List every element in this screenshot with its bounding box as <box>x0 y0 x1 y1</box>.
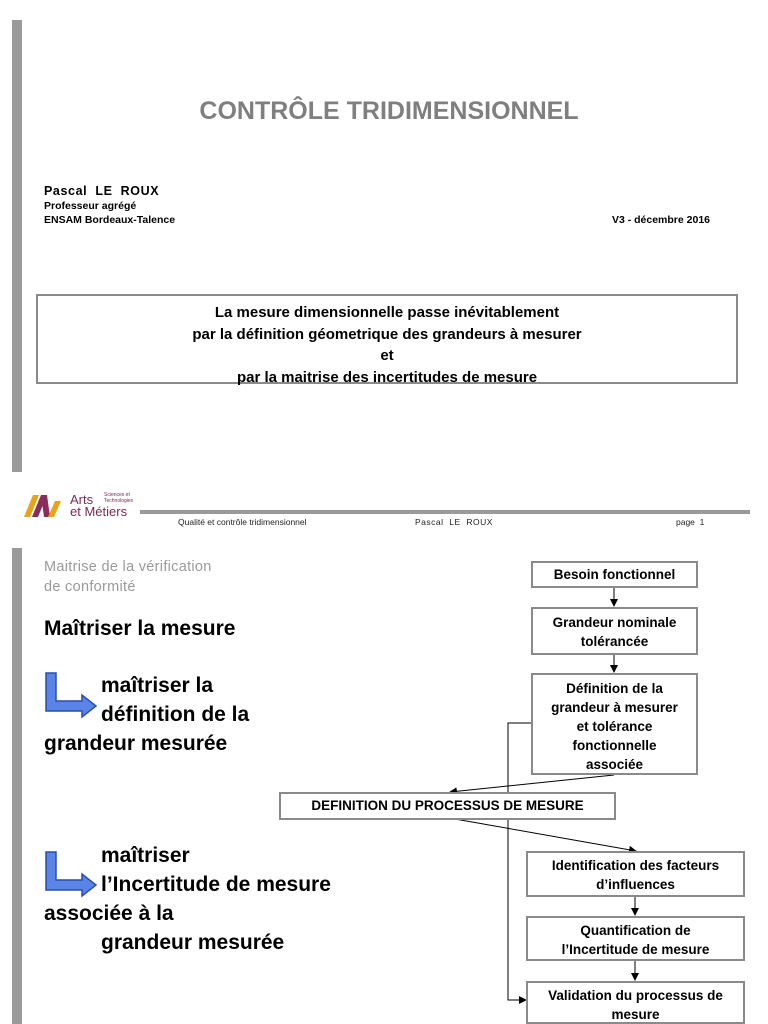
box-label: grandeur à mesurer <box>551 700 678 715</box>
box-label: Identification des facteurs <box>551 858 720 873</box>
box-label: fonctionnelle <box>572 738 657 753</box>
section-title-line: Maitrise de la vérification <box>44 559 212 575</box>
point1-line2: définition de la <box>101 703 250 726</box>
footer-page-number: page 1 <box>676 517 705 527</box>
author-school: ENSAM Bordeaux-Talence <box>44 214 176 226</box>
logo-text-small-2: Technologies <box>104 498 134 504</box>
slide2-heading: Maîtriser la mesure <box>44 617 236 640</box>
point2-line4: grandeur mesurée <box>101 931 285 954</box>
section-title-line: de conformité <box>44 579 136 595</box>
box-label: et tolérance <box>576 719 653 734</box>
statement-line: La mesure dimensionnelle passe inévitablement <box>214 304 560 321</box>
statement-line: par la maitrise des incertitudes de mesure <box>236 368 538 386</box>
point2-line2: l’Incertitude de mesure <box>101 873 331 896</box>
box-definition-grandeur <box>531 673 698 775</box>
box-identification-facteurs <box>526 851 745 897</box>
author-name: Pascal LE ROUX <box>44 184 160 198</box>
logo-text-small-1: Sciences et <box>104 492 130 498</box>
author-title: Professeur agrégé <box>44 200 137 212</box>
box-processus-de-mesure <box>279 792 616 820</box>
logo-text-arts: Arts <box>70 492 94 507</box>
slide-title: CONTRÔLE TRIDIMENSIONNEL <box>199 97 579 125</box>
box-label: Validation du processus de <box>548 988 723 1003</box>
box-label: tolérancée <box>580 634 649 649</box>
box-label: Quantification de <box>580 923 691 938</box>
box-label: associée <box>585 757 644 772</box>
box-validation-processus <box>526 981 745 1024</box>
box-label: l’Incertitude de mesure <box>561 942 710 957</box>
logo-text-metiers: et Métiers <box>70 504 128 519</box>
box-label: d’influences <box>596 877 675 892</box>
box-label: Grandeur nominale <box>552 615 677 630</box>
box-label: DEFINITION DU PROCESSUS DE MESURE <box>311 798 584 813</box>
point1-line1: maîtriser la <box>101 674 214 697</box>
point2-line1: maîtriser <box>101 844 190 867</box>
box-label: Besoin fonctionnel <box>553 567 676 582</box>
box-grandeur-nominale <box>531 607 698 655</box>
footer-course: Qualité et contrôle tridimensionnel <box>178 517 307 527</box>
box-besoin-fonctionnel <box>531 561 698 588</box>
point1-line3: grandeur mesurée <box>44 732 228 755</box>
statement-line: et <box>380 347 394 364</box>
box-quantification-incertitude <box>526 916 745 961</box>
footer-author: Pascal LE ROUX <box>415 517 493 527</box>
statement-line: par la définition géometrique des grandeurs à mesurer <box>192 325 582 343</box>
point2-line3: associée à la <box>44 902 174 925</box>
box-label: mesure <box>611 1007 660 1022</box>
version-date: V3 - décembre 2016 <box>611 214 710 226</box>
box-label: Définition de la <box>566 681 663 696</box>
